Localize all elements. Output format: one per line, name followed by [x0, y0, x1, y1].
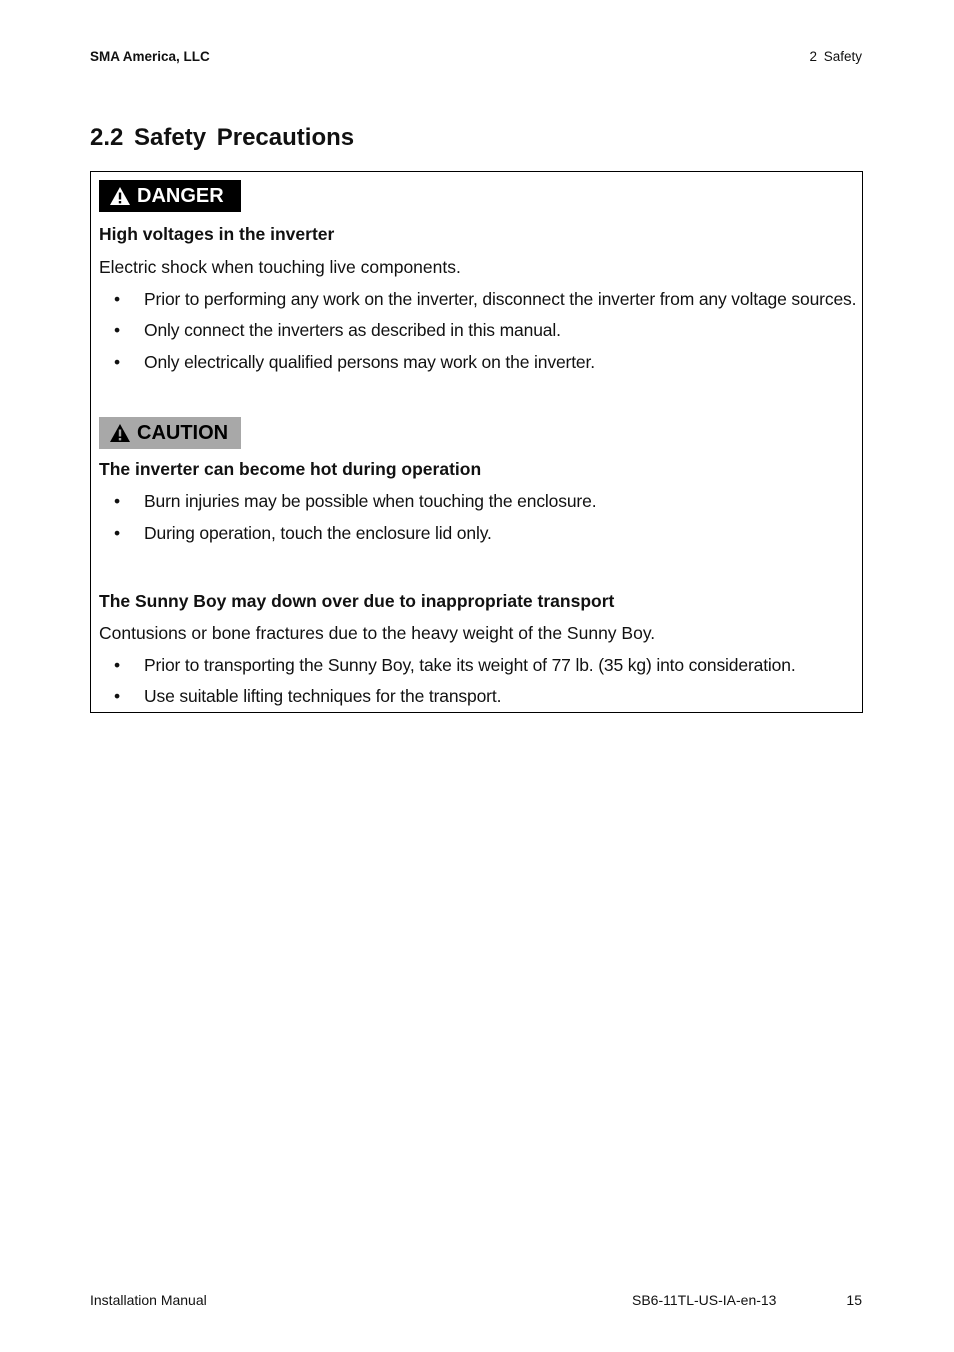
- bullet-marker: •: [114, 523, 121, 543]
- footer-doc-type: Installation Manual: [90, 1292, 207, 1308]
- warning-triangle-icon: [109, 423, 131, 443]
- caution-item-1: Burn injuries may be possible when touching the enclosure.: [144, 491, 597, 511]
- caution2-item-1: Prior to transporting the Sunny Boy, take its weight of 77 lb. (35 kg) into consideration.: [144, 655, 796, 675]
- warning-triangle-icon: [109, 186, 131, 206]
- danger-item-1: Prior to performing any work on the inverter, disconnect the inverter from any voltage sources.: [144, 289, 857, 309]
- caution-heading: The inverter can become hot during operation: [99, 459, 482, 479]
- caution-label-text: CAUTION: [137, 421, 229, 444]
- section-title: 2.2 Safety Precautions: [90, 124, 355, 151]
- caution-label: [99, 417, 241, 449]
- footer-page-number: 15: [846, 1292, 862, 1308]
- bullet-marker: •: [114, 289, 121, 309]
- danger-item-3: Only electrically qualified persons may work on the inverter.: [144, 352, 595, 372]
- danger-label: [99, 180, 241, 212]
- caution-item-2: During operation, touch the enclosure lid only.: [144, 523, 492, 543]
- caution-intro-2: Contusions or bone fractures due to the heavy weight of the Sunny Boy.: [99, 623, 656, 643]
- danger-intro: Electric shock when touching live components.: [99, 257, 461, 277]
- danger-heading: High voltages in the inverter: [99, 224, 335, 244]
- bullet-marker: •: [114, 686, 121, 706]
- header-chapter: 2 Safety: [809, 49, 862, 64]
- bullet-marker: •: [114, 320, 121, 340]
- caution2-item-2: Use suitable lifting techniques for the transport.: [144, 686, 502, 706]
- bullet-marker: •: [114, 491, 121, 511]
- safety-box: [90, 171, 863, 713]
- danger-label-text: DANGER: [137, 184, 224, 207]
- bullet-marker: •: [114, 655, 121, 675]
- bullet-marker: •: [114, 352, 121, 372]
- footer-doc-code: SB6-11TL-US-IA-en-13: [632, 1292, 777, 1308]
- header-company: SMA America, LLC: [90, 49, 210, 64]
- danger-item-2: Only connect the inverters as described in this manual.: [144, 320, 561, 340]
- caution-heading-2: The Sunny Boy may down over due to inappropriate transport: [99, 591, 615, 611]
